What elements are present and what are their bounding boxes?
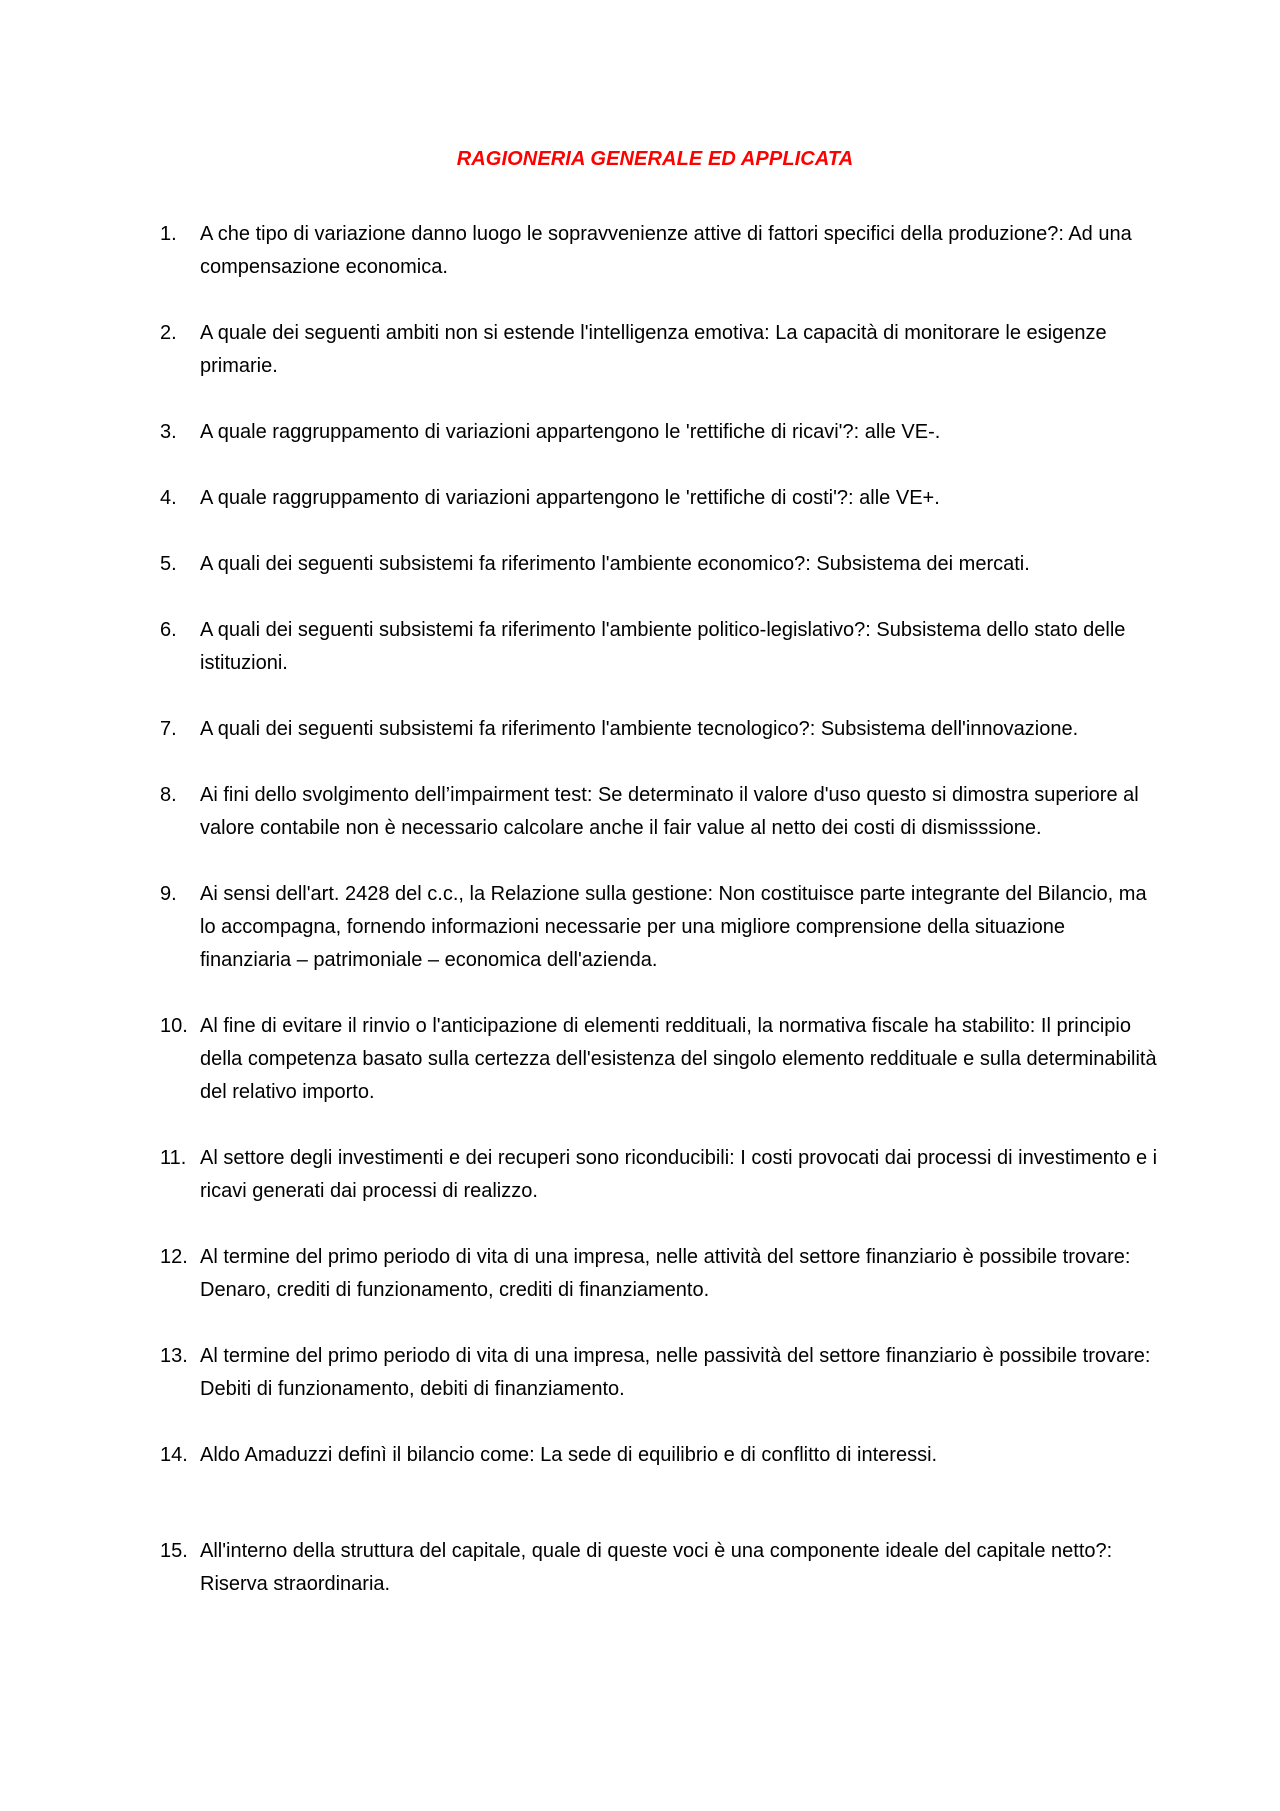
item-number: 7. [160, 718, 177, 740]
item-text: Al settore degli investimenti e dei recuperi sono riconducibili: I costi provocati dai processi di investimento e i ricavi generati dai processi di realizzo. [200, 1147, 1158, 1202]
item-number: 8. [160, 784, 177, 806]
item-number: 9. [160, 883, 177, 905]
item-number: 5. [160, 553, 177, 575]
item-text: Al termine del primo periodo di vita di una impresa, nelle attività del settore finanziario è possibile trovare: Denaro, crediti di funzionamento, crediti di finanziamento. [200, 1246, 1131, 1301]
list-item [160, 317, 1160, 383]
item-number: 11. [160, 1147, 187, 1169]
item-text: A quale dei seguenti ambiti non si estende l'intelligenza emotiva: La capacità di monitorare le esigenze primarie. [200, 322, 1107, 377]
item-text: All'interno della struttura del capitale, quale di queste voci è una componente ideale del capitale netto?: Riserva straordinaria. [200, 1540, 1113, 1595]
list-item [160, 482, 1160, 515]
item-number: 2. [160, 322, 177, 344]
list-item [160, 1340, 1160, 1406]
list-item [160, 713, 1160, 746]
list-item [160, 1439, 1160, 1472]
item-number: 10. [160, 1015, 188, 1037]
list-item [160, 779, 1160, 845]
list-item [160, 218, 1160, 284]
item-number: 13. [160, 1345, 188, 1367]
question-list [160, 218, 1160, 1634]
item-number: 6. [160, 619, 177, 641]
item-text: A quale raggruppamento di variazioni appartengono le 'rettifiche di ricavi'?: alle VE-. [200, 421, 941, 443]
item-text: Al fine di evitare il rinvio o l'anticipazione di elementi reddituali, la normativa fiscale ha stabilito: Il principio della competenza basato sulla certezza dell'esistenza del singolo elemento reddituale e sulla determinabilità del relativo importo. [200, 1015, 1157, 1103]
item-text: A quale raggruppamento di variazioni appartengono le 'rettifiche di costi'?: alle VE+. [200, 487, 940, 509]
item-number: 15. [160, 1540, 188, 1562]
list-item [160, 878, 1160, 977]
list-item [160, 1010, 1160, 1109]
list-item [160, 548, 1160, 581]
list-item [160, 1142, 1160, 1208]
list-item [160, 1241, 1160, 1307]
item-number: 4. [160, 487, 177, 509]
item-text: Aldo Amaduzzi definì il bilancio come: La sede di equilibrio e di conflitto di interessi. [200, 1444, 938, 1466]
item-text: A quali dei seguenti subsistemi fa riferimento l'ambiente tecnologico?: Subsistema dell'innovazione. [200, 718, 1079, 740]
item-text: Ai fini dello svolgimento dell’impairment test: Se determinato il valore d'uso questo si dimostra superiore al valore contabile non è necessario calcolare anche il fair value al netto dei costi di dismisssione. [200, 784, 1139, 839]
list-item [160, 416, 1160, 449]
item-text: Al termine del primo periodo di vita di una impresa, nelle passività del settore finanziario è possibile trovare: Debiti di funzionamento, debiti di finanziamento. [200, 1345, 1151, 1400]
item-text: Ai sensi dell'art. 2428 del c.c., la Relazione sulla gestione: Non costituisce parte integrante del Bilancio, ma lo accompagna, fornendo informazioni necessarie per una migliore comprensione della situazione finanziaria – patrimoniale – economica dell'azienda. [200, 883, 1147, 971]
item-text: A quali dei seguenti subsistemi fa riferimento l'ambiente politico-legislativo?: Subsistema dello stato delle istituzioni. [200, 619, 1126, 674]
item-number: 3. [160, 421, 177, 443]
item-number: 12. [160, 1246, 188, 1268]
item-number: 1. [160, 223, 177, 245]
document-title: RAGIONERIA GENERALE ED APPLICATA [456, 148, 854, 170]
item-number: 14. [160, 1444, 188, 1466]
list-item [160, 614, 1160, 680]
list-item [160, 1535, 1160, 1601]
item-text: A quali dei seguenti subsistemi fa riferimento l'ambiente economico?: Subsistema dei mercati. [200, 553, 1030, 575]
item-text: A che tipo di variazione danno luogo le sopravvenienze attive di fattori specifici della produzione?: Ad una compensazione economica. [200, 223, 1132, 278]
